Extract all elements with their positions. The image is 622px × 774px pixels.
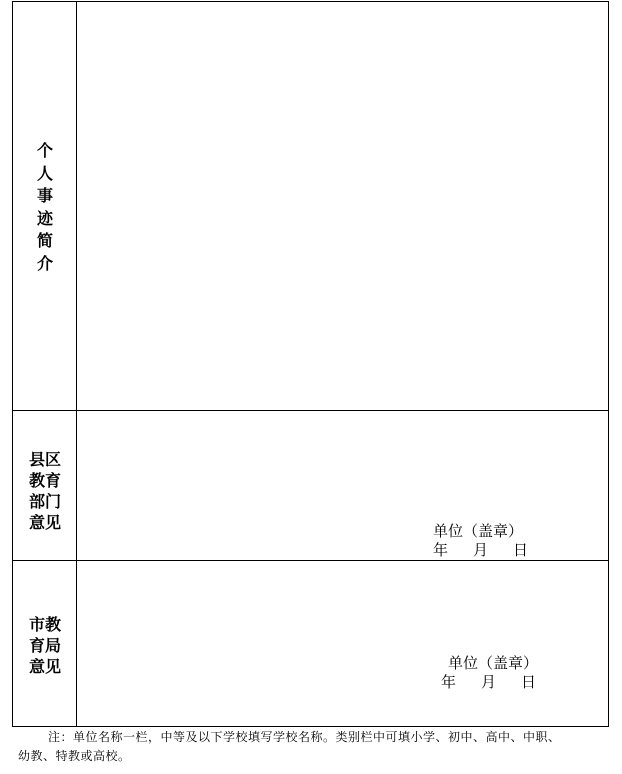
personal-deeds-label: 个人事迹简介	[36, 141, 53, 273]
date-line	[441, 673, 536, 692]
row-personal-deeds	[13, 2, 608, 411]
date-year: 年	[433, 541, 449, 559]
city-opinion-label: 市教育局意见	[28, 615, 61, 676]
footnote-line-2: 幼教、特教或高校。	[18, 749, 131, 763]
label-cell	[13, 2, 77, 410]
form-table	[12, 1, 609, 727]
unit-seal-text: 单位（盖章）	[433, 522, 524, 540]
county-opinion-label: 县区教育部门意见	[28, 450, 61, 532]
date-month: 月	[481, 673, 497, 691]
date-day: 日	[521, 673, 537, 691]
date-year: 年	[441, 673, 457, 691]
date-day: 日	[513, 541, 529, 559]
personal-deeds-content[interactable]	[77, 2, 608, 410]
date-month: 月	[473, 541, 489, 559]
city-opinion-content[interactable]	[77, 561, 608, 727]
label-cell	[13, 411, 77, 560]
row-county-opinion	[13, 411, 608, 561]
unit-seal-text: 单位（盖章）	[448, 654, 539, 672]
label-cell	[13, 561, 77, 727]
date-line	[433, 541, 528, 560]
row-city-opinion	[13, 561, 608, 727]
county-opinion-content[interactable]	[77, 411, 608, 560]
footnote-line-1: 注：单位名称一栏，中等及以下学校填写学校名称。类别栏中可填小学、初中、高中、中职、	[48, 730, 561, 744]
footnote	[18, 728, 615, 766]
